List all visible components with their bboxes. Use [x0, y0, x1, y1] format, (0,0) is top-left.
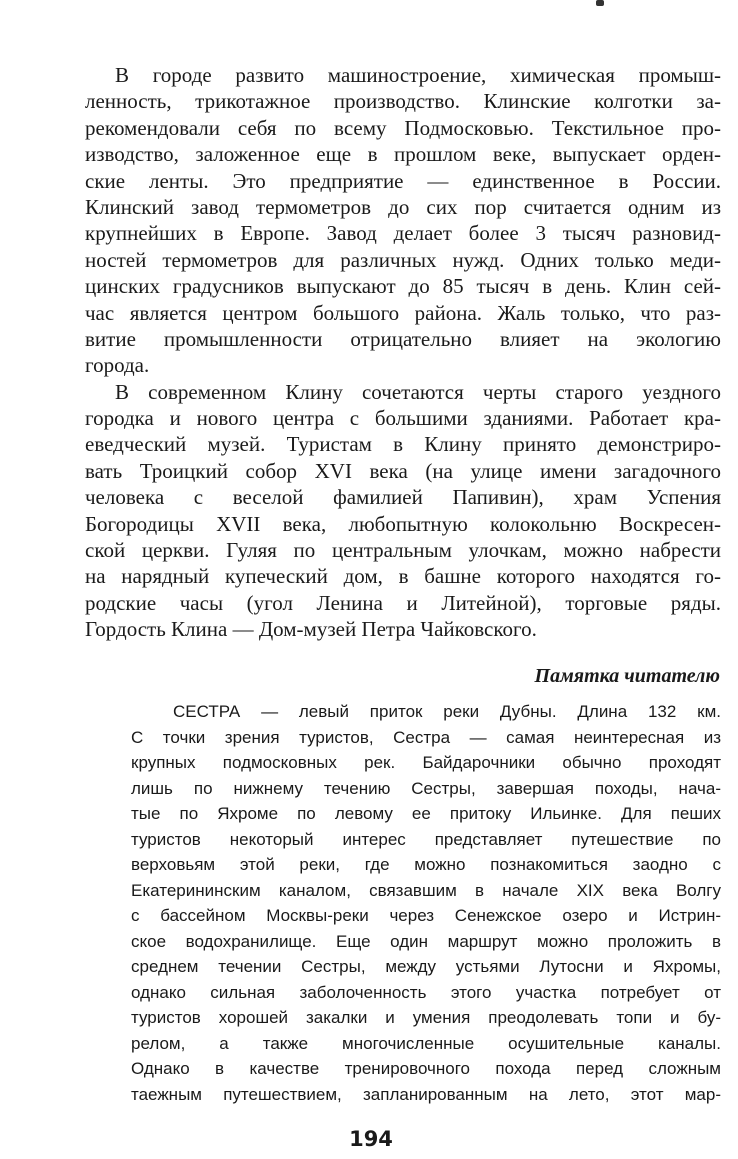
text-line: ской церкви. Гуляя по центральным улочкам, можно набрести [85, 538, 721, 563]
text-line: изводство, заложенное еще в прошлом веке, выпускает орден- [85, 142, 721, 167]
text-line: крупнейших в Европе. Завод делает более 3 тысяч разновид- [85, 221, 721, 246]
page-number: 194 [349, 1127, 393, 1151]
text-line: ские ленты. Это предприятие — единственное в России. [85, 168, 721, 193]
text-line: СЕСТРА — левый приток реки Дубны. Длина 132 км. [173, 702, 721, 721]
text-line: Екатерининским каналом, связавшим в начале XIX века Волгу [131, 880, 721, 900]
text-line: Клинский завод термометров до сих пор считается одним из [85, 194, 721, 219]
main-text [85, 62, 721, 643]
text-line: Однако в качестве тренировочного похода перед сложным [131, 1059, 721, 1078]
text-line: туристов хорошей закалки и умения преодолевать топи и бу- [131, 1008, 721, 1027]
text-line: Богородицы XVII века, любопытную колокольню Воскресен- [85, 511, 721, 536]
text-line: вать Троицкий собор XVI века (на улице имени загадочного [85, 458, 721, 483]
text-line: ленность, трикотажное производство. Клинские колготки за- [85, 89, 721, 114]
text-line: еведческий музей. Туристам в Клину принято демонстриро- [85, 432, 721, 457]
text-line: тые по Яхроме по левому ее притоку Ильинке. Для пеших [131, 804, 721, 823]
text-line: С точки зрения туристов, Сестра — самая неинтересная из [131, 727, 721, 747]
text-line: час является центром большого района. Жаль только, что раз- [85, 300, 721, 325]
scan-speck [596, 0, 604, 6]
text-line: однако сильная заболоченность этого участка потребует от [131, 982, 721, 1002]
text-line: верховьям этой реки, где можно познакомиться заодно с [131, 855, 721, 874]
text-line: В современном Клину сочетаются черты старого уездного [115, 379, 721, 404]
text-line: человека с веселой фамилией Папивин), храм Успения [85, 485, 721, 510]
text-line: В городе развито машиностроение, химическая промыш- [115, 63, 721, 87]
text-line: ностей термометров для различных нужд. Одних только меди- [85, 247, 721, 272]
text-line: рекомендовали себя по всему Подмосковью. Текстильное про- [85, 115, 721, 140]
text-line: ское водохранилище. Еще один маршрут можно проложить в [131, 931, 721, 951]
text-line: витие промышленности отрицательно влияет на экологию [85, 326, 721, 351]
text-line: города. [85, 353, 150, 378]
text-line: с бассейном Москвы-реки через Сенежское озеро и Истрин- [131, 906, 721, 925]
text-line: туристов некоторый интерес представляет путешествие по [131, 829, 721, 849]
text-line: цинских градусников выпускают до 85 тысяч в день. Клин сей- [85, 274, 721, 299]
text-line: среднем течении Сестры, между устьями Лутосни и Яхромы, [131, 957, 721, 976]
text-line: релом, а также многочисленные осушительные каналы. [131, 1033, 721, 1053]
reader-note-title: Памятка читателю [534, 665, 720, 687]
text-line: на нарядный купеческий дом, в башне которого находятся го- [85, 564, 721, 589]
reader-note-body [131, 699, 721, 1107]
text-line: городка и нового центра с большими зданиями. Работает кра- [85, 406, 721, 431]
text-line: лишь по нижнему течению Сестры, завершая походы, нача- [131, 778, 721, 798]
text-line: крупных подмосковных рек. Байдарочники обычно проходят [131, 753, 721, 772]
text-line: таежным путешествием, запланированным на лето, этот мар- [131, 1084, 721, 1104]
text-line: Гордость Клина — Дом-музей Петра Чайковского. [85, 617, 537, 642]
text-line: родские часы (угол Ленина и Литейной), торговые ряды. [85, 590, 721, 615]
